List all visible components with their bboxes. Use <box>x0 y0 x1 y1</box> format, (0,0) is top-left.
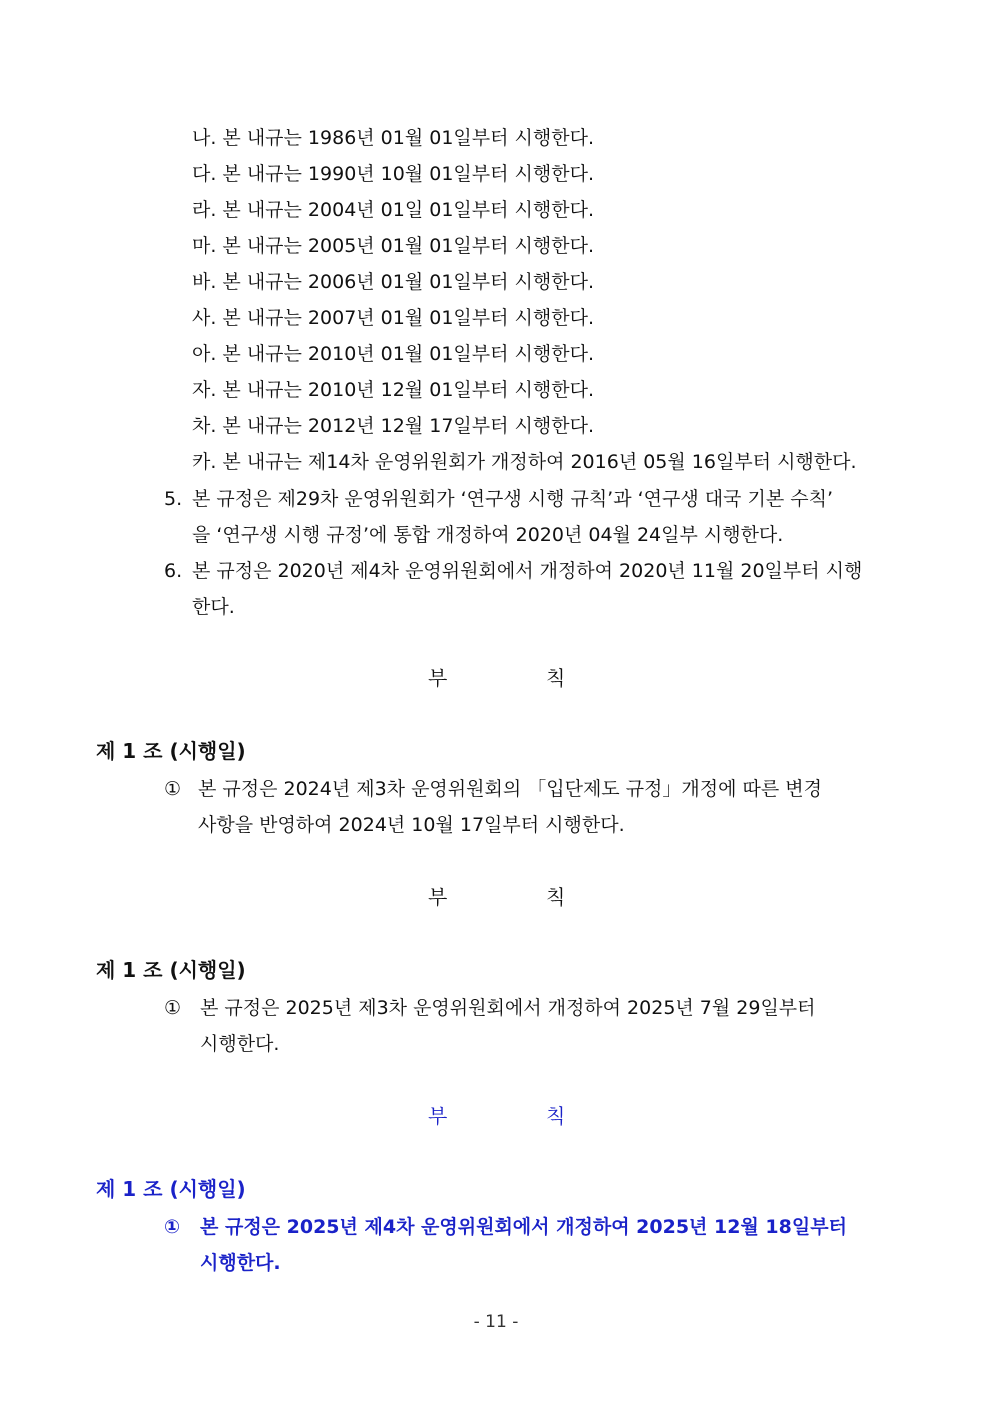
article-heading: 제 1 조 (시행일) <box>96 739 246 763</box>
item-6-line2: 한다. <box>192 596 235 618</box>
history-item: 바. 본 내규는 2006년 01월 01일부터 시행한다. <box>192 271 594 293</box>
clause-marker: ① <box>164 1216 181 1238</box>
page-number: - 11 - <box>473 1312 519 1332</box>
history-item: 다. 본 내규는 1990년 10월 01일부터 시행한다. <box>192 163 594 185</box>
item-5-line2: 을 ‘연구생 시행 규정’에 통합 개정하여 2020년 04월 24일부 시행한다. <box>192 524 784 546</box>
supplement-title-left: 부 <box>428 666 448 690</box>
item-5-number: 5. <box>164 488 183 510</box>
clause-line1: 본 규정은 2025년 제4차 운영위원회에서 개정하여 2025년 12월 18일부터 <box>200 1216 847 1238</box>
clause-line2: 시행한다. <box>200 1252 281 1274</box>
history-item: 나. 본 내규는 1986년 01월 01일부터 시행한다. <box>192 127 594 149</box>
clause-line1: 본 규정은 2025년 제3차 운영위원회에서 개정하여 2025년 7월 29일부터 <box>200 997 816 1019</box>
supplement-title-left: 부 <box>428 1104 448 1128</box>
article-heading: 제 1 조 (시행일) <box>96 1177 246 1201</box>
history-item: 카. 본 내규는 제14차 운영위원회가 개정하여 2016년 05월 16일부터 시행한다. <box>192 451 857 473</box>
item-6-number: 6. <box>164 560 183 582</box>
history-item: 마. 본 내규는 2005년 01월 01일부터 시행한다. <box>192 235 594 257</box>
clause-line2: 사항을 반영하여 2024년 10월 17일부터 시행한다. <box>198 814 625 836</box>
supplement-title-right: 칙 <box>546 1104 566 1128</box>
history-item: 사. 본 내규는 2007년 01월 01일부터 시행한다. <box>192 307 594 329</box>
history-item: 차. 본 내규는 2012년 12월 17일부터 시행한다. <box>192 415 594 437</box>
supplement-title-right: 칙 <box>546 885 566 909</box>
article-heading: 제 1 조 (시행일) <box>96 958 246 982</box>
supplement-title-right: 칙 <box>546 666 566 690</box>
clause-marker: ① <box>164 997 182 1019</box>
supplement-title-left: 부 <box>428 885 448 909</box>
clause-line1: 본 규정은 2024년 제3차 운영위원회의 「입단제도 규정」개정에 따른 변경 <box>198 778 822 800</box>
history-item: 자. 본 내규는 2010년 12월 01일부터 시행한다. <box>192 379 594 401</box>
clause-line2: 시행한다. <box>200 1033 280 1055</box>
item-5-line1: 본 규정은 제29차 운영위원회가 ‘연구생 시행 규칙’과 ‘연구생 대국 기본 수칙’ <box>192 488 833 510</box>
history-item: 아. 본 내규는 2010년 01월 01일부터 시행한다. <box>192 343 594 365</box>
clause-marker: ① <box>164 778 182 800</box>
history-item: 라. 본 내규는 2004년 01일 01일부터 시행한다. <box>192 199 594 221</box>
item-6-line1: 본 규정은 2020년 제4차 운영위원회에서 개정하여 2020년 11월 20일부터 시행 <box>192 560 863 582</box>
